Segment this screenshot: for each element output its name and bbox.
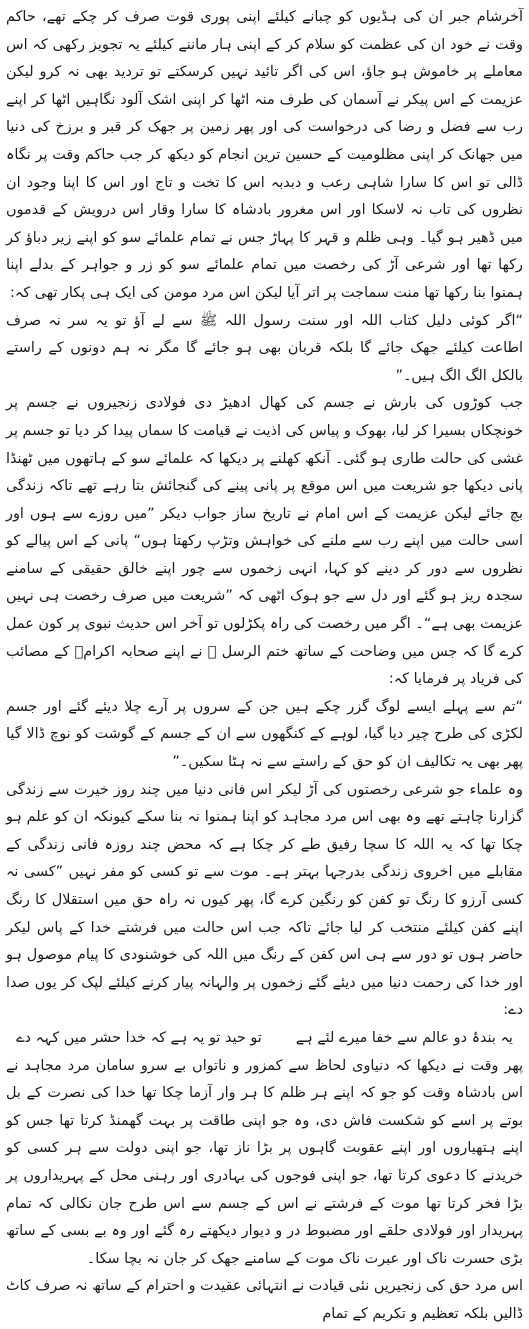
poetry-couplet [6,1025,523,1053]
paragraph-3: وہ علماء جو شرعی رخصتوں کی آڑ لیکر اس فانی دنیا میں چند روز خیرت سے زندگی گزارنا چاہتے تھے وہ بھی اس مرد مجاہد کو اپنا ہمنوا نہ بنا سکے کیونکہ ان کو علم ہو چکا تھا کہ یہ اللہ کا سچا رفیق طے کر چکا ہے کہ محض چند روزہ فانی زندگی کے مقابلے میں اخروی زندگی بدرجہا بہتر ہے۔ موت سے تو کسی کو مفر نہیں ”کسی نہ کسی آرزو کا رنگ تو کفن کو رنگین کرے گا، پھر کیوں نہ راہ حق میں استقلال کا رنگ اپنے کفن کیلئے منتخب کر لیا جائے تاکہ جب اس حالت میں فرشتے خدا کے پاس لیکر حاضر ہوں تو دور سے ہی اس کفن کے رنگ میں اللہ کی خوشنودی کا پیام موصول ہو اور خدا کی رحمت دنیا میں دیئے گئے زخموں پر والہانہ پیار کرنے کیلئے لپک کر یوں صدا دے: [6,781,523,1019]
paragraph-1: آخرشام جبر ان کی ہڈیوں کو چبانے کیلئے اپنی پوری قوت صرف کر چکے تھے، حاکم وقت نے خود ان کی عظمت کو سلام کر کے اپنی ہار ماننے کیلئے یہ تجویز رکھی کہ اس معاملے پر خاموش ہو جاؤ، اس کی اگر تائید نہیں کرسکتے تو تردید بھی نہ کرو لیکن عزیمت کے اس پیکر نے آسمان کی طرف منہ اٹھا کر اپنی اشک آلود نگاہیں اٹھا کر اپنے رب سے فضل و رضا کی درخواست کی اور پھر زمین پر جھک کر قبر و برزخ کی دنیا میں جھانک کر اپنی مظلومیت کے حسین ترین انجام کو دیکھ کر جب حاکم وقت پر نگاہ ڈالی تو اس کا سارا شاہی رعب و دبدبہ اس کا تخت و تاج اور اس کا اپنا وجود ان نظروں کی تاب نہ لاسکا اور اس مغرور بادشاہ کا سارا وقار اس درویش کے قدموں میں ڈھیر ہو گیا۔ وہی ظلم و قہر کا پہاڑ جس نے تمام علمائے سو کو اپنے زیر دباؤ کر رکھا تھا اور شرعی آڑ کی رخصت میں تمام علمائے سو کو زر و جواہر کے بدلے اپنا ہمنوا بنا رکھا تھا منت سماجت پر اتر آیا لیکن اس مرد مومن کی ایک ہی پکار تھی کہ: [6,9,523,301]
quotation-1: “اگر کوئی دلیل کتاب اللہ اور سنت رسول اللہ ﷺ سے لے آؤ تو یہ سر نہ صرف اطاعت کیلئے جھک جائے گا بلکہ قربان بھی ہو جائے گا مگر نہ ہم دونوں کے راستے بالکل الگ الگ ہیں۔” [6,312,523,384]
paragraph-2: جب کوڑوں کی بارش نے جسم کی کھال ادھیڑ دی فولادی زنجیروں نے جسم پر خونچکاں بسیرا کر لیا، بھوک و پیاس کی اذیت نے قیامت کا سماں پیدا کر دیا تو جسم پر غشی کی حالت طاری ہو گئی۔ آنکھ کھلنے پر دیکھا کہ علمائے سو کے ہاتھوں میں ٹھنڈا پانی دیکھا جو شریعت میں اس موقع پر پانی پینے کی گنجائش بتا رہے تھے تاکہ زندگی بچ جائے لیکن عزیمت کے اس امام نے تاریخ ساز جواب دیکر ”میں روزے سے ہوں اور اسی حالت میں اپنے رب سے ملنے کی خواہش وتڑپ رکھتا ہوں“ پانی کے اس پیالے کو نظروں سے دور کر دینے کو کہا، انہی زخموں سے چور اپنے خالق حقیقی کے سامنے سجدہ ریز ہو گئے اور دل سے جو ہوک اٹھی کہ ”شریعت میں صرف رخصت ہی نہیں عزیمت بھی ہے“۔ اگر میں رخصت کی راہ پکڑلوں تو آخر اس حدیث نبوی پر کون عمل کرے گا کہ جس میں وضاحت کے ساتھ ختم الرسل ﷺ نے اپنے صحابہ اکرامؓ کے مصائب کی فریاد پر فرمایا کہ: [6,395,523,688]
paragraph-4: پھر وقت نے دیکھا کہ دنیاوی لحاظ سے کمزور و ناتواں بے سرو سامان مرد مجاہد نے اس بادشاہ وقت کو جو کہ اپنے ہر ظلم کا ہر وار آزما چکا تھا خدا کی نصرت کے بل بوتے پر اسے کو شکست فاش دی، وہ جو اپنی طاقت پر بہت گھمنڈ کرتا تھا جس کو اپنے ہتھیاروں اور اپنے عقوبت گاہوں پر بڑا ناز تھا، جو اپنی دولت سے ہر کسی کو خریدنے کا دعوی کرتا تھا، جو اپنی فوجوں کی بہادری اور رہنی محل کے پہریداروں پر بڑا فخر کرتا تھا موت کے فرشتے نے اس کے جسم سے اس طرح جان نکالی کہ تمام پہریدار اور فولادی حلقے اور مضبوط در و دیوار دیکھتے رہ گئے اور وہ بے بسی کے ساتھ بڑی حسرت ناک اور عبرت ناک موت کے سامنے جھک کر جان نہ بچا سکا۔ [6,1057,523,1267]
paragraph-5: اس مرد حق کی زنجیریں نئی قیادت نے انتہائی عقیدت و احترام کے ساتھ نہ صرف کاٹ ڈالیں بلکہ تعظیم و تکریم کے تمام [5,1278,523,1322]
couplet-left-hemistich: تو حید تو یہ ہے کہ خدا حشر میں کہہ دے [16,1029,262,1046]
quotation-2: “تم سے پہلے ایسے لوگ گزر چکے ہیں جن کے سروں پر آرے چلا دیئے گئے اور جسم لکڑی کی طرح چیر دیا گیا، لوہے کے کنگھوں سے ان کے جسم کے گوشت کو نوچ ڈالا گیا پھر بھی یہ تکالیف ان کو حق کے راستے سے نہ ہٹا سکیں۔” [6,698,523,771]
couplet-right-hemistich: یہ بندۂ دو عالم سے خفا میرے لئے ہے [295,1029,513,1046]
